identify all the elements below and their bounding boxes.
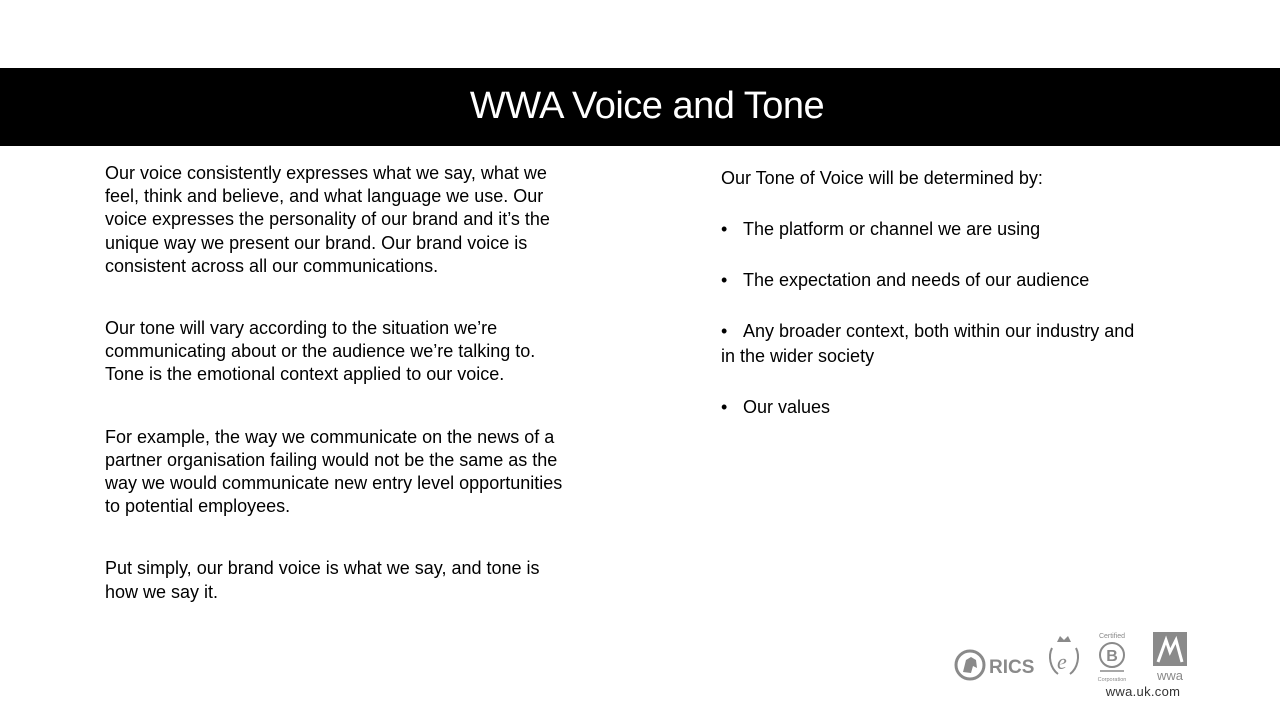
list-item [721,217,1141,242]
list-item-text: Our values [743,397,831,417]
rics-logo [954,648,1040,684]
wwa-logo [1152,632,1188,684]
title-bar [0,68,1280,146]
crown-icon [1057,636,1071,642]
voice-paragraph: Our voice consistently expresses what we say, what we feel, think and believe, and what language we use. Our voice expresses the personality of our brand and it’s the unique way we present our brand. Our brand voice is consistent across all our communications. [105,163,550,276]
list-item-text: The platform or channel we are using [743,219,1041,239]
bullet-icon: • [721,219,728,239]
tone-factors-list [721,217,1141,420]
tone-factors-intro: Our Tone of Voice will be determined by: [721,168,1043,188]
queens-award-emblem [1046,634,1082,682]
bullet-icon: • [721,321,728,341]
bullet-icon: • [721,397,728,417]
bullet-icon: • [721,270,728,290]
corporation-label: Corporation [1097,677,1127,683]
example-paragraph: For example, the way we communicate on the news of a partner organisation failing would not be the same as the way we would communicate new entry level opportunities to potential employees. [105,426,563,517]
tone-paragraph: Our tone will vary according to the situation we’re communicating about or the audience we’re talking to. Tone is the emotional context applied to our voice. [105,318,536,385]
list-item-text: Any broader context, both within our industry and in the wider society [721,321,1135,366]
footer-url: wwa.uk.com [1105,684,1181,699]
accreditation-logos [950,628,1190,688]
b-corp-logo [1094,630,1130,684]
list-item-text: The expectation and needs of our audience [743,270,1090,290]
svg-text:e: e [1057,649,1067,674]
list-item [721,395,1141,420]
rics-wordmark: RICS [989,657,1035,678]
wwa-wordmark: wwa [1156,668,1184,683]
list-item [721,268,1141,293]
slide-title: WWA Voice and Tone [469,85,825,127]
summary-paragraph: Put simply, our brand voice is what we say, and tone is how we say it. [105,558,540,602]
right-column [721,166,1141,446]
b-corp-letter: B [1106,648,1118,665]
list-item [721,319,1141,369]
certified-label: Certified [1098,633,1126,640]
left-column [105,162,575,604]
